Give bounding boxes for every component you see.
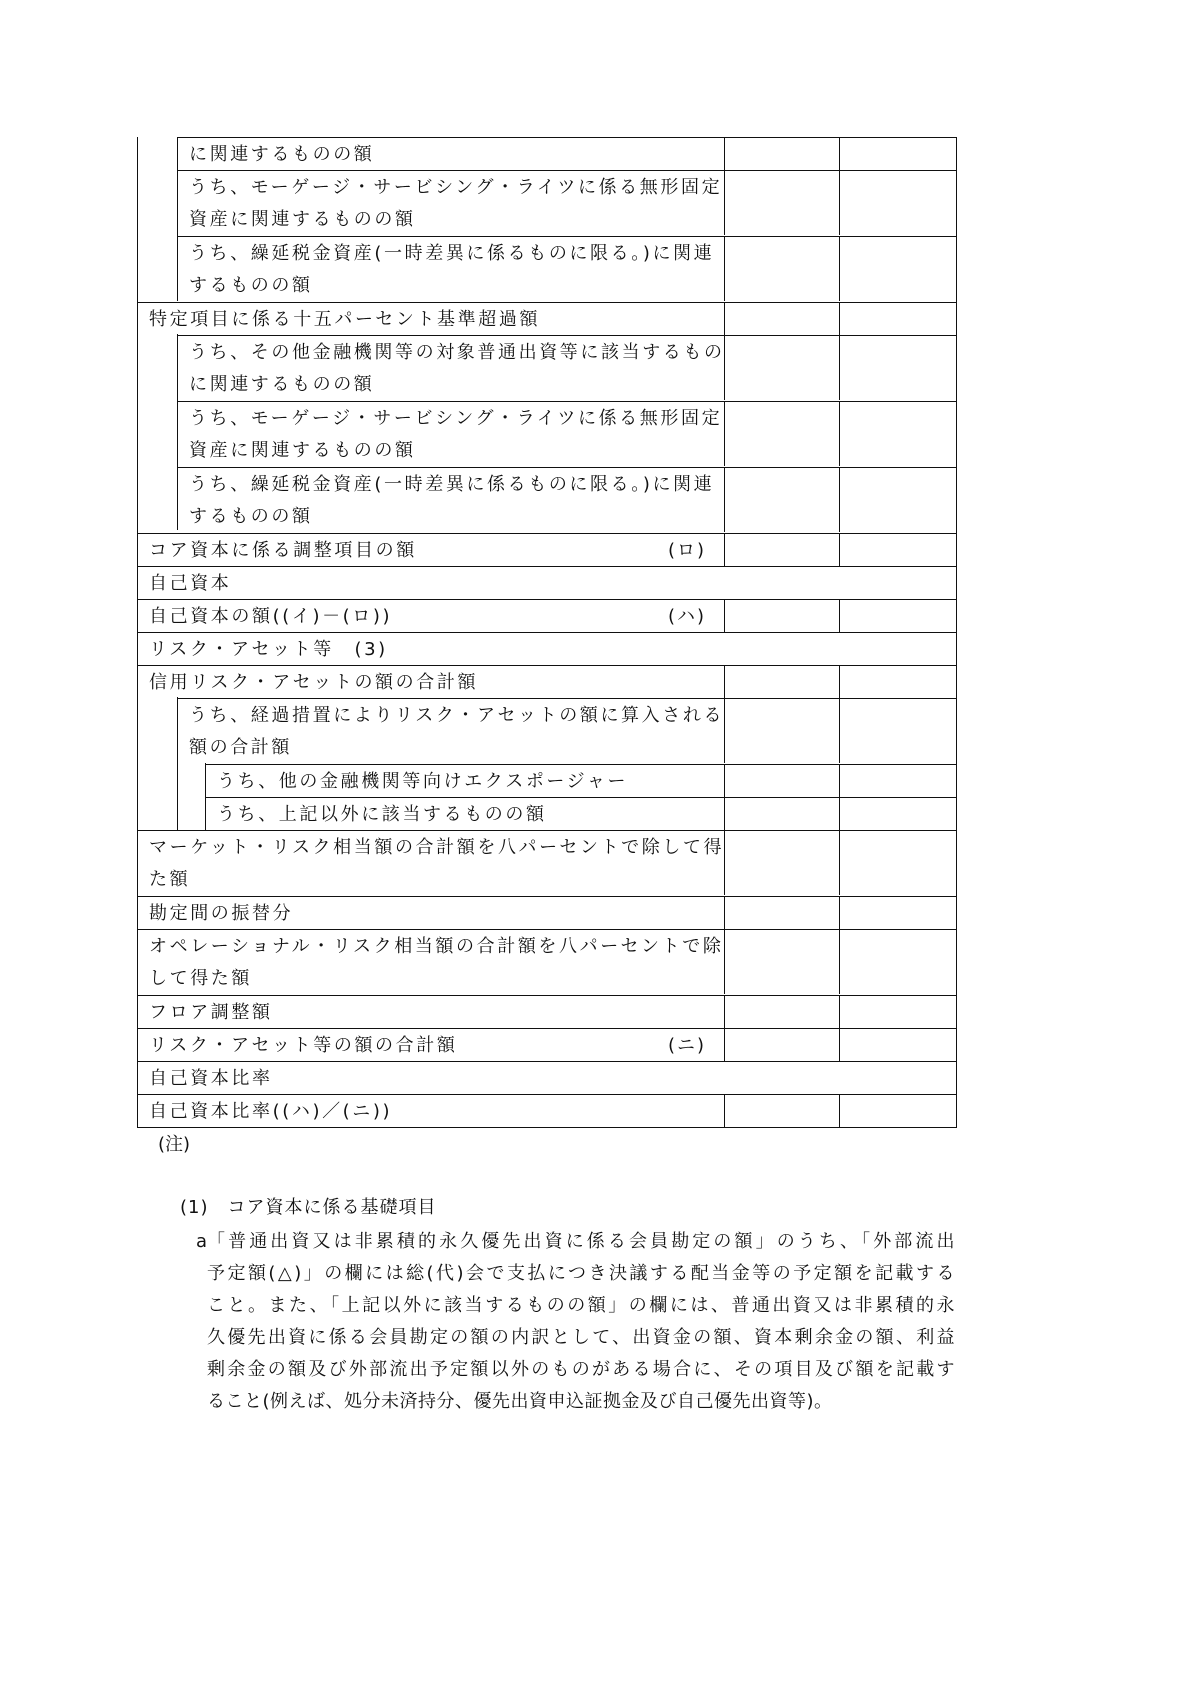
table-left-border	[137, 137, 138, 1127]
table-bottom-border	[137, 1127, 957, 1128]
table-row	[205, 797, 956, 830]
value-cell-previous[interactable]	[839, 798, 956, 830]
notes-section-title: (1) コア資本に係る基礎項目	[180, 1197, 437, 1218]
value-cell-previous[interactable]	[839, 930, 956, 994]
row-label: うち、上記以外に該当するものの額	[217, 804, 547, 825]
row-label: 自己資本比率	[149, 1068, 273, 1089]
value-cell-current[interactable]	[724, 336, 840, 400]
value-cell-previous[interactable]	[839, 699, 956, 763]
value-cell-previous[interactable]	[839, 534, 956, 566]
value-cell-current[interactable]	[724, 1095, 840, 1127]
table-row	[137, 1061, 956, 1094]
row-label: 特定項目に係る十五パーセント基準超過額	[149, 309, 541, 330]
value-cell-current[interactable]	[724, 666, 840, 698]
value-cell-previous[interactable]	[839, 171, 956, 235]
value-cell-previous[interactable]	[839, 996, 956, 1028]
table-row	[177, 401, 956, 466]
value-cell-current[interactable]	[724, 303, 840, 335]
table-row	[177, 236, 956, 301]
row-label: リスク・アセット等 (3)	[149, 639, 388, 660]
table-row	[137, 632, 956, 665]
value-cell-current[interactable]	[724, 402, 840, 466]
value-cell-current[interactable]	[724, 897, 840, 929]
notes-item-text	[207, 1226, 955, 1418]
value-cell-current[interactable]	[724, 138, 840, 170]
value-cell-current[interactable]	[724, 831, 840, 895]
value-cell-previous[interactable]	[839, 336, 956, 400]
value-cell-current[interactable]	[724, 534, 840, 566]
row-label: うち、他の金融機関等向けエクスポージャー	[217, 771, 629, 792]
value-cell-previous[interactable]	[839, 237, 956, 301]
table-right-border	[956, 137, 957, 1127]
table-row	[137, 995, 956, 1028]
value-cell-previous[interactable]	[839, 303, 956, 335]
table-row	[205, 764, 956, 797]
table-row	[177, 170, 956, 235]
table-row	[137, 1028, 956, 1061]
value-cell-current[interactable]	[724, 798, 840, 830]
value-cell-current[interactable]	[724, 600, 840, 632]
value-cell-previous[interactable]	[839, 1029, 956, 1061]
value-cell-previous[interactable]	[839, 666, 956, 698]
table-row	[137, 896, 956, 929]
notes-heading: (注)	[158, 1134, 191, 1155]
table-row	[137, 830, 956, 895]
row-label: オペレーショナル・リスク相当額の合計額を八パーセントで除	[149, 936, 724, 957]
table-row	[177, 467, 956, 532]
row-label: うち、経過措置によりリスク・アセットの額に算入される	[189, 705, 725, 726]
row-label: うち、その他金融機関等の対象普通出資等に該当するもの	[189, 342, 725, 363]
table-row	[137, 929, 956, 994]
row-label: に関連するものの額	[189, 144, 375, 165]
indent-line	[177, 334, 178, 530]
row-label: 勘定間の振替分	[149, 903, 294, 924]
row-label: リスク・アセット等の額の合計額	[149, 1035, 458, 1056]
table-row	[137, 302, 956, 335]
value-cell-current[interactable]	[724, 765, 840, 797]
indent-line	[177, 697, 178, 830]
value-cell-current[interactable]	[724, 930, 840, 994]
value-cell-previous[interactable]	[839, 138, 956, 170]
row-label: 額の合計額	[189, 737, 292, 758]
value-cell-previous[interactable]	[839, 765, 956, 797]
paragraph-line: 予定額(△)」の欄には総(代)会で支払につき決議する配当金等の予定額を記載する	[207, 1263, 955, 1284]
value-cell-previous[interactable]	[839, 897, 956, 929]
row-label: 自己資本の額((イ)－(ロ))	[149, 606, 393, 627]
row-label: するものの額	[189, 506, 313, 527]
row-label: 信用リスク・アセットの額の合計額	[149, 672, 479, 693]
table-row	[137, 566, 956, 599]
row-label: うち、繰延税金資産(一時差異に係るものに限る。)に関連	[189, 474, 715, 495]
table-row	[177, 335, 956, 400]
value-cell-previous[interactable]	[839, 1095, 956, 1127]
value-cell-previous[interactable]	[839, 831, 956, 895]
row-tag: (ハ)	[667, 606, 706, 627]
row-label: うち、モーゲージ・サービシング・ライツに係る無形固定	[189, 177, 723, 198]
value-cell-current[interactable]	[724, 237, 840, 301]
table-row	[137, 1094, 956, 1127]
table-row	[177, 698, 956, 763]
table-row	[177, 137, 956, 170]
value-cell-current[interactable]	[724, 699, 840, 763]
paragraph-line: ること(例えば、処分未済持分、優先出資申込証拠金及び自己優先出資等)。	[207, 1391, 833, 1412]
value-cell-previous[interactable]	[839, 402, 956, 466]
row-label: に関連するものの額	[189, 374, 375, 395]
value-cell-current[interactable]	[724, 171, 840, 235]
row-label: うち、モーゲージ・サービシング・ライツに係る無形固定	[189, 408, 723, 429]
row-label: た額	[149, 869, 191, 890]
row-label: コア資本に係る調整項目の額	[149, 540, 417, 561]
paragraph-line: 久優先出資に係る会員勘定の額の内訳として、出資金の額、資本剰余金の額、利益	[207, 1327, 955, 1348]
row-tag: (ロ)	[667, 540, 706, 561]
indent-line	[177, 137, 178, 301]
table-row	[137, 599, 956, 632]
row-tag: (ニ)	[667, 1035, 706, 1056]
row-label: 資産に関連するものの額	[189, 209, 416, 230]
value-cell-current[interactable]	[724, 1029, 840, 1061]
row-label: するものの額	[189, 275, 313, 296]
row-label: 資産に関連するものの額	[189, 440, 416, 461]
paragraph-line: こと。また、「上記以外に該当するものの額」の欄には、普通出資又は非累積的永	[207, 1295, 955, 1316]
value-cell-previous[interactable]	[839, 600, 956, 632]
table-row	[137, 533, 956, 566]
indent-line	[205, 763, 206, 830]
notes-item-marker: a	[196, 1231, 208, 1252]
value-cell-previous[interactable]	[839, 468, 956, 532]
paragraph-line: 「普通出資又は非累積的永久優先出資に係る会員勘定の額」のうち、「外部流出	[207, 1231, 955, 1252]
row-label: うち、繰延税金資産(一時差異に係るものに限る。)に関連	[189, 243, 715, 264]
row-label: して得た額	[149, 968, 252, 989]
value-cell-current[interactable]	[724, 996, 840, 1028]
row-label: 自己資本比率((ハ)／(ニ))	[149, 1101, 393, 1122]
row-label: フロア調整額	[149, 1002, 273, 1023]
row-label: マーケット・リスク相当額の合計額を八パーセントで除して得	[149, 837, 725, 858]
value-cell-current[interactable]	[724, 468, 840, 532]
row-label: 自己資本	[149, 573, 232, 594]
table-row	[137, 665, 956, 698]
paragraph-line: 剰余金の額及び外部流出予定額以外のものがある場合に、その項目及び額を記載す	[207, 1359, 955, 1380]
